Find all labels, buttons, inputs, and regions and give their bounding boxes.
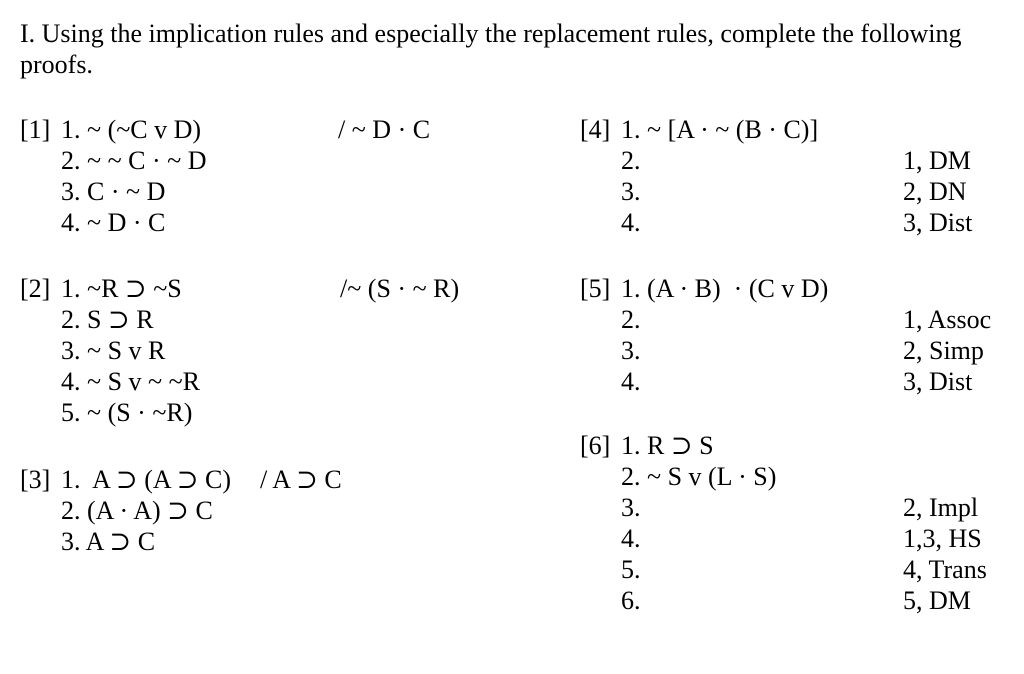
justification: 4, Trans	[903, 555, 987, 584]
proof-line: 1. ~R ⊃ ~S	[61, 274, 182, 303]
proof-line: 1. ~ [A · ~ (B · C)]	[621, 115, 819, 144]
proof-line: 6.	[621, 586, 641, 615]
justification: 1, Assoc	[903, 305, 992, 334]
proof-label: [4]	[580, 115, 611, 144]
proof-line: 1. (A · B) · (C v D)	[621, 274, 829, 303]
proof-label: [5]	[580, 274, 611, 303]
proof-line: 2.	[621, 305, 641, 334]
justification: 3, Dist	[903, 208, 973, 237]
proof-line: 4.	[621, 524, 641, 553]
instructions-line-1: I. Using the implication rules and especially the replacement rules, complete the following	[20, 19, 962, 48]
proof-line: 3. A ⊃ C	[61, 527, 156, 556]
proof-line: 3.	[621, 336, 641, 365]
proof-line: 4.	[621, 367, 641, 396]
proof-line: 2.	[621, 146, 641, 175]
proof-label: [1]	[20, 115, 51, 144]
justification: 2, Impl	[903, 493, 979, 522]
proof-line: 1. ~ (~C v D)	[61, 115, 202, 144]
proof-conclusion: /~ (S · ~ R)	[340, 274, 460, 303]
justification: 3, Dist	[903, 367, 973, 396]
proof-line: 2. ~ ~ C · ~ D	[61, 146, 207, 175]
proof-label: [2]	[20, 274, 51, 303]
proof-conclusion: / ~ D · C	[338, 115, 431, 144]
proof-line: 2. ~ S v (L · S)	[621, 462, 777, 491]
proof-line: 3.	[621, 177, 641, 206]
justification: 1, DM	[903, 146, 971, 175]
justification: 5, DM	[903, 586, 971, 615]
proof-line: 2. S ⊃ R	[61, 305, 154, 334]
proof-line: 4.	[621, 208, 641, 237]
proof-line: 2. (A · A) ⊃ C	[61, 496, 213, 525]
proof-line: 5.	[621, 555, 641, 584]
justification: 2, Simp	[903, 336, 984, 365]
proof-line: 3.	[621, 493, 641, 522]
justification: 2, DN	[903, 177, 967, 206]
proof-line: 1. R ⊃ S	[621, 431, 714, 460]
proof-label: [3]	[20, 465, 51, 494]
instructions-line-2: proofs.	[20, 50, 93, 79]
proof-conclusion: / A ⊃ C	[260, 465, 342, 494]
proof-line: 3. ~ S v R	[61, 336, 166, 365]
proof-label: [6]	[580, 431, 611, 460]
proof-line: 1. A ⊃ (A ⊃ C)	[61, 465, 231, 494]
proof-line: 5. ~ (S · ~R)	[61, 398, 193, 427]
proof-line: 3. C · ~ D	[61, 177, 166, 206]
proof-line: 4. ~ D · C	[61, 208, 166, 237]
justification: 1,3, HS	[903, 524, 982, 553]
proof-line: 4. ~ S v ~ ~R	[61, 367, 201, 396]
